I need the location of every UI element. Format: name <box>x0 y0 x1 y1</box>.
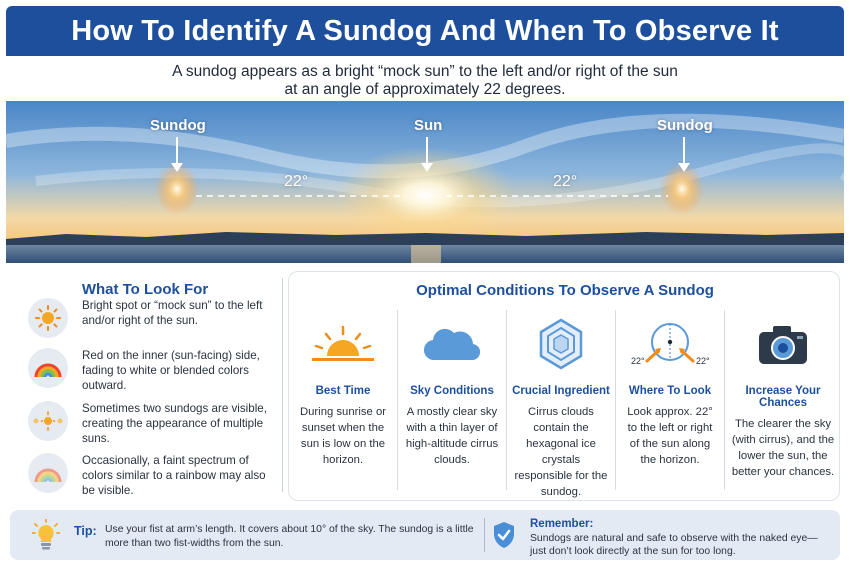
sun-icon <box>28 298 68 338</box>
look-item-text: Red on the inner (sun-facing) side, fading to white or blended colors outward. <box>82 349 260 392</box>
sun-label: Sun <box>414 117 443 134</box>
tip-text: Use your fist at arm’s length. It covers about 10° of the sky. The sundog is a little more than two fist-widths from the sun. <box>105 524 474 549</box>
condition-best-time <box>289 310 397 490</box>
ice-crystal-icon <box>507 310 615 378</box>
where-angle-left-label: 22° <box>631 356 645 366</box>
camera-icon <box>725 310 841 378</box>
condition-title: Best Time <box>315 385 371 397</box>
right-sundog-arrow-icon <box>683 137 685 165</box>
optimal-conditions-panel <box>288 271 840 501</box>
intro-line-1: A sundog appears as a bright “mock sun” to the left and/or right of the sun <box>172 63 678 80</box>
left-sundog-arrow-icon <box>176 137 178 165</box>
sundogs-icon <box>28 401 68 441</box>
sunrise-icon <box>289 310 397 378</box>
condition-ingredient <box>507 310 615 498</box>
where-angle-right-label: 22° <box>696 356 710 366</box>
condition-where-to-look <box>616 310 724 490</box>
intro-text <box>0 63 850 99</box>
remember-text: Sundogs are natural and safe to observe with the naked eye— just don’t look directly at the sun for too long. <box>530 533 818 557</box>
look-item-text: Sometimes two sundogs are visible, creating the appearance of multiple suns. <box>82 402 267 445</box>
condition-text: The clearer the sky (with cirrus), and the lower the sun, the better your chances. <box>731 418 835 478</box>
look-item-text: Occasionally, a faint spectrum of colors similar to a rainbow may also be visible. <box>82 454 266 497</box>
footer-bar <box>10 510 840 560</box>
condition-title: Where To Look <box>628 385 712 397</box>
look-item <box>28 348 280 393</box>
condition-text: A mostly clear sky with a thin layer of high-altitude cirrus clouds. <box>405 406 499 466</box>
condition-sky <box>398 310 506 490</box>
rainbow-icon <box>28 348 68 388</box>
right-angle-label: 22° <box>553 173 578 190</box>
angle-diagram-icon <box>616 310 724 378</box>
look-item <box>28 453 280 498</box>
condition-title: Increase Your Chances <box>745 385 821 409</box>
footer-divider <box>484 518 485 552</box>
intro-line-2: at an angle of approximately 22 degrees. <box>284 81 566 98</box>
condition-increase-chances <box>725 310 841 490</box>
tip-label: Tip: <box>74 524 97 538</box>
cloud-icon <box>398 310 506 378</box>
lightbulb-icon <box>32 519 60 556</box>
condition-text: Cirrus clouds contain the hexagonal ice crystals responsible for the sundog. <box>514 406 608 498</box>
what-to-look-for-heading: What To Look For <box>81 281 209 298</box>
sun-arrow-icon <box>426 137 428 165</box>
shield-check-icon <box>492 521 516 554</box>
optimal-conditions-heading: Optimal Conditions To Observe A Sundog <box>416 282 714 299</box>
condition-title: Crucial Ingredient <box>512 385 610 397</box>
what-to-look-for-panel <box>10 271 280 501</box>
page-title: How To Identify A Sundog And When To Observe It <box>71 14 779 47</box>
remember-label: Remember: <box>530 518 594 530</box>
right-sundog-label: Sundog <box>657 117 713 134</box>
sundog-photo <box>6 101 844 263</box>
look-item-text: Bright spot or “mock sun” to the left and/or right of the sun. <box>82 299 263 327</box>
left-sundog-label: Sundog <box>150 117 206 134</box>
faint-rainbow-icon <box>28 453 68 493</box>
left-angle-label: 22° <box>284 173 309 190</box>
look-item <box>28 298 280 338</box>
section-divider <box>282 278 283 492</box>
condition-text: During sunrise or sunset when the sun is low on the horizon. <box>299 406 387 466</box>
title-banner <box>6 6 844 56</box>
look-item <box>28 401 280 446</box>
condition-title: Sky Conditions <box>410 385 494 397</box>
condition-text: Look approx. 22° to the left or right of the sun along the horizon. <box>627 406 713 466</box>
